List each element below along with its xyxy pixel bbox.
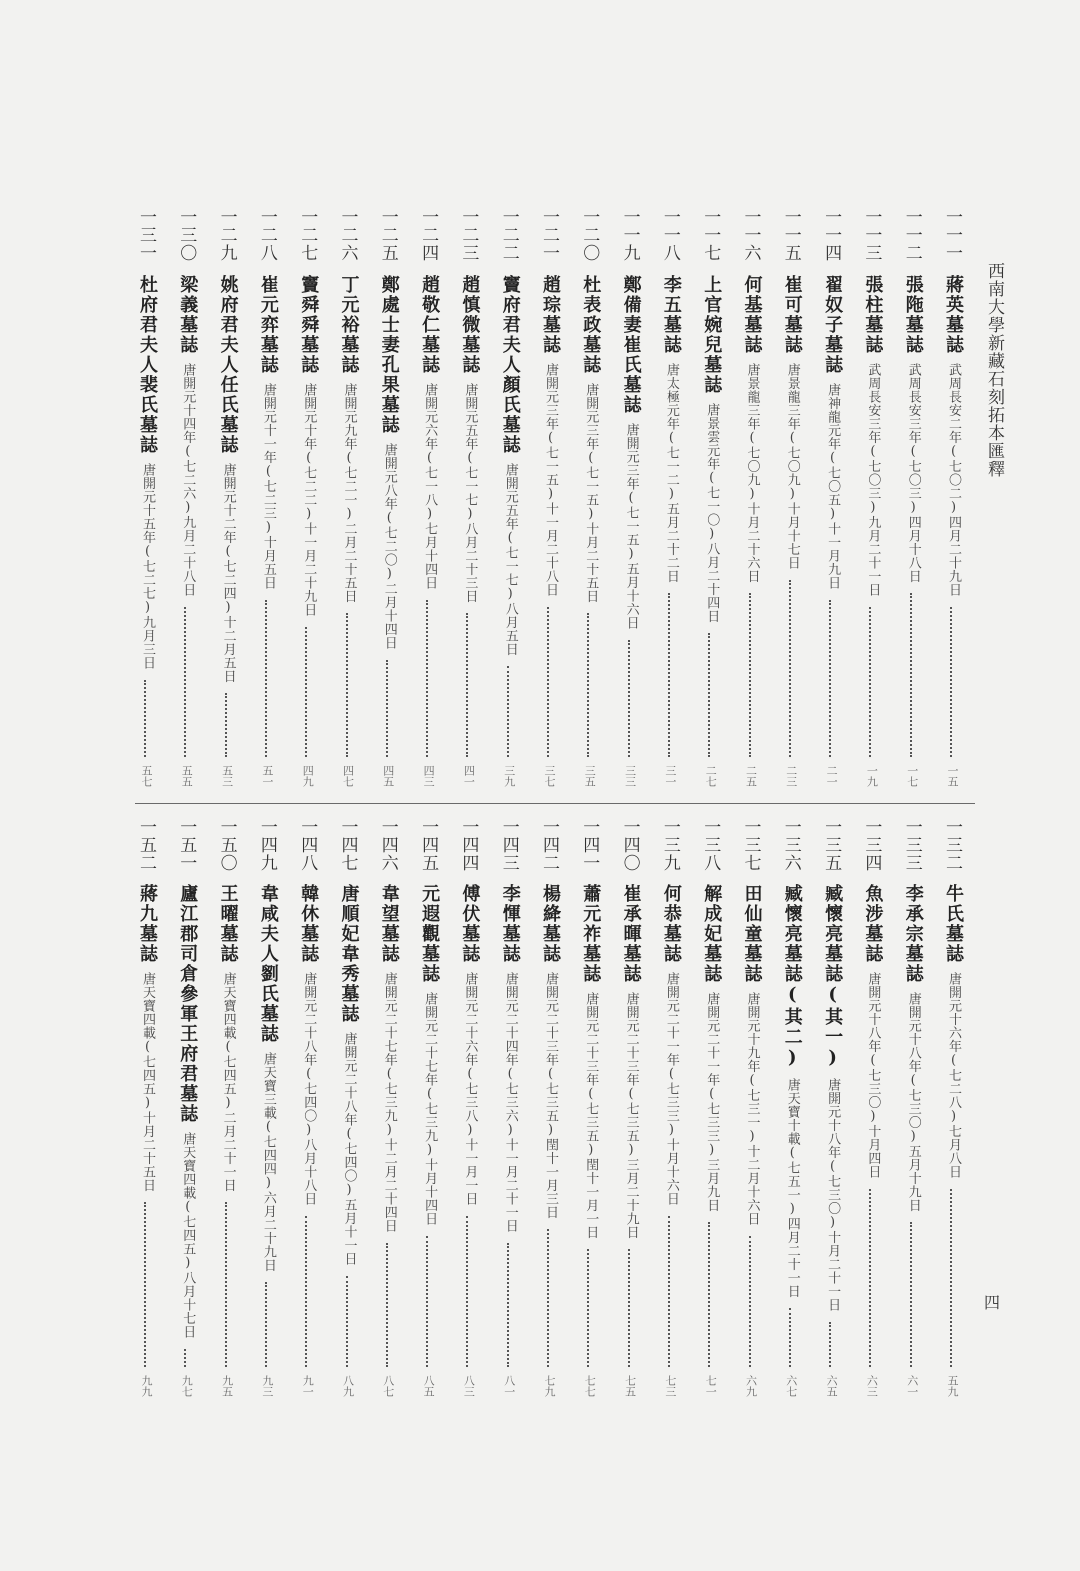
- entry-page: 七三: [663, 1375, 677, 1397]
- entry-date: 唐太極元年(七一二)五月二十二日: [663, 363, 679, 583]
- entry-title: 蔣九墓誌: [137, 884, 158, 964]
- entry-number: 一二五: [377, 208, 398, 262]
- entry-date: 唐神龍元年(七〇五)十一月九日: [825, 383, 841, 590]
- entry-number: 一四六: [377, 818, 398, 872]
- entry-body: [698, 275, 724, 623]
- dot-leader: [346, 1276, 350, 1368]
- entry-title: 臧懷亮墓誌(其一): [822, 884, 844, 1070]
- dot-leader: [466, 613, 470, 757]
- entry-page: 四九: [301, 765, 315, 787]
- entry-number: 一二八: [256, 208, 277, 262]
- entry-date: 唐開元五年(七一七)八月五日: [502, 463, 518, 656]
- entry-page: 二三: [784, 765, 798, 787]
- dot-leader: [144, 680, 148, 758]
- dot-leader: [668, 1216, 672, 1368]
- entry-title: 牛氏墓誌: [943, 884, 964, 964]
- entry-title: 崔承暉墓誌: [620, 884, 642, 984]
- entry-page: 七五: [623, 1375, 637, 1397]
- entry-page: 五三: [220, 765, 234, 787]
- entry-title: 張柱墓誌: [862, 275, 884, 355]
- dot-leader: [426, 1236, 430, 1368]
- entry-date: 唐景龍三年(七〇九)十月二十六日: [744, 363, 760, 583]
- dot-leader: [507, 666, 511, 757]
- entry-title: 何恭墓誌: [660, 884, 682, 964]
- entry-page: 八三: [462, 1375, 476, 1397]
- entry-page: 八七: [381, 1375, 395, 1397]
- entry-date: 唐開元三年(七一五)五月十六日: [623, 423, 639, 630]
- entry-date: 唐開元六年(七一八)七月十四日: [422, 383, 438, 590]
- entry-body: [336, 884, 362, 1266]
- entry-body: [940, 275, 966, 597]
- dot-leader: [708, 633, 712, 757]
- dot-leader: [829, 600, 833, 758]
- entry-body: [537, 884, 563, 1219]
- entry-body: [618, 884, 644, 1239]
- entry-number: 一二〇: [579, 208, 600, 262]
- entry-body: [859, 275, 885, 597]
- dot-leader: [789, 580, 793, 758]
- dot-leader: [829, 1322, 833, 1368]
- entry-date: 唐天寶四載(七四五)八月十七日: [180, 1132, 196, 1339]
- entry-body: [215, 275, 241, 683]
- entry-number: 一二三: [458, 208, 479, 262]
- entry-title: 張陁墓誌: [902, 275, 924, 355]
- entry-body: [336, 275, 362, 603]
- entry-date: 唐開元十六年(七二八)七月八日: [946, 972, 961, 1179]
- entry-date: 唐開元二十六年(七三八)十一月一日: [462, 972, 478, 1206]
- entry-body: [295, 275, 321, 617]
- entry-body: [255, 275, 281, 590]
- entry-page: 八一: [502, 1375, 516, 1397]
- entry-title: 杜府君夫人裴氏墓誌: [137, 275, 158, 455]
- entry-date: 唐開元二十八年(七四〇)五月十一日: [341, 1032, 357, 1266]
- dot-leader: [547, 607, 551, 758]
- entry-title: 魚涉墓誌: [862, 884, 884, 964]
- entry-number: 一三三: [901, 818, 922, 872]
- dot-leader: [547, 1229, 551, 1367]
- dot-leader: [305, 627, 309, 758]
- entry-title: 何基墓誌: [741, 275, 763, 355]
- entry-body: [295, 884, 321, 1206]
- entry-page: 三七: [543, 765, 556, 787]
- entry-page: 五九: [946, 1375, 959, 1397]
- entry-page: 二五: [744, 765, 758, 787]
- entry-page: 二七: [704, 765, 718, 787]
- entry-title: 趙琮墓誌: [540, 275, 561, 355]
- entry-number: 一二九: [216, 208, 237, 262]
- entry-number: 一五二: [136, 818, 156, 872]
- entry-date: 唐開元三年(七一五)十月二十五日: [583, 383, 599, 603]
- entry-number: 一三八: [700, 818, 721, 872]
- entry-body: [739, 275, 765, 583]
- entry-title: 竇舜舜墓誌: [298, 275, 320, 375]
- entry-date: 唐天寶四載(七四五)十月二十五日: [140, 972, 155, 1192]
- entry-number: 一一八: [659, 208, 680, 262]
- entry-title: 鄭處士妻孔果墓誌: [378, 275, 400, 435]
- entry-number: 一二四: [418, 208, 439, 262]
- entry-date: 唐開元二十一年(七三三)十月十六日: [663, 972, 679, 1206]
- entry-page: 三五: [583, 765, 597, 787]
- entry-date: 唐開元九年(七二一)二月二十五日: [341, 383, 357, 603]
- dot-leader: [869, 607, 873, 758]
- entry-number: 一一二: [901, 208, 922, 262]
- dot-leader: [749, 593, 753, 757]
- entry-body: [779, 275, 805, 570]
- entry-date: 唐天寶三載(七四四)六月二十九日: [260, 1052, 276, 1272]
- entry-page: 九九: [140, 1375, 153, 1397]
- entry-body: [819, 884, 845, 1312]
- entry-number: 一三一: [136, 208, 156, 262]
- entry-page: 四五: [381, 765, 395, 787]
- entry-title: 趙慎微墓誌: [459, 275, 481, 375]
- entry-title: 廬江郡司倉參軍王府君墓誌: [177, 884, 199, 1124]
- entry-body: [537, 275, 563, 597]
- entry-body: [497, 275, 523, 656]
- entry-page: 六九: [744, 1375, 758, 1397]
- entry-body: [900, 275, 926, 583]
- entry-number: 一四一: [579, 818, 600, 872]
- entry-body: [134, 884, 160, 1192]
- entry-number: 一四四: [458, 818, 479, 872]
- entry-date: 唐景龍三年(七〇九)十月十七日: [784, 363, 800, 570]
- dot-leader: [749, 1236, 753, 1368]
- entry-page: 五五: [180, 765, 194, 787]
- entry-date: 唐天寶十載(七五一)四月二十一日: [784, 1078, 800, 1298]
- entry-title: 韓休墓誌: [298, 884, 320, 964]
- entry-date: 唐開元二十七年(七三九)十月十四日: [422, 992, 438, 1226]
- entry-number: 一三七: [740, 818, 761, 872]
- entry-body: [376, 884, 402, 1233]
- dot-leader: [225, 693, 229, 757]
- entry-date: 唐開元二十三年(七三五)閏十一月三日: [543, 972, 558, 1219]
- entry-title: 竇府君夫人顏氏墓誌: [499, 275, 521, 455]
- entry-title: 李惲墓誌: [499, 884, 521, 964]
- dot-leader: [789, 1308, 793, 1367]
- entry-title: 趙敬仁墓誌: [419, 275, 441, 375]
- entry-title: 唐順妃韋秀墓誌: [338, 884, 360, 1024]
- entry-title: 李五墓誌: [660, 275, 682, 355]
- entry-body: [416, 275, 442, 590]
- dot-leader: [144, 1202, 148, 1367]
- entry-date: 武周長安二年(七〇二)四月二十九日: [946, 363, 961, 597]
- entry-title: 翟奴子墓誌: [822, 275, 844, 375]
- entry-page: 六五: [825, 1375, 839, 1397]
- entry-date: 唐開元二十四年(七三六)十一月二十一日: [502, 972, 518, 1233]
- entry-title: 韋咸夫人劉氏墓誌: [257, 884, 279, 1044]
- entry-body: [376, 275, 402, 650]
- entry-body: [456, 884, 482, 1206]
- entry-number: 一五〇: [216, 818, 237, 872]
- entry-title: 崔可墓誌: [781, 275, 803, 355]
- entry-page: 四一: [462, 765, 476, 787]
- entry-body: [819, 275, 845, 590]
- dot-leader: [869, 1189, 873, 1368]
- dot-leader: [628, 640, 632, 758]
- entry-page: 九三: [260, 1375, 274, 1397]
- entry-page: 九一: [301, 1375, 315, 1397]
- dot-leader: [426, 600, 430, 758]
- entry-date: 唐開元八年(七二〇)二月十四日: [381, 443, 397, 650]
- entry-body: [255, 884, 281, 1272]
- entry-date: 唐景雲元年(七一〇)八月二十四日: [704, 403, 720, 623]
- entry-page: 三九: [502, 765, 516, 787]
- entry-number: 一一五: [780, 208, 801, 262]
- entry-body: [900, 884, 926, 1212]
- dot-leader: [668, 593, 672, 757]
- entry-page: 二一: [825, 765, 839, 787]
- entry-title: 韋望墓誌: [378, 884, 400, 964]
- entry-title: 李承宗墓誌: [902, 884, 924, 984]
- entry-title: 梁義墓誌: [177, 275, 199, 355]
- entry-date: 唐開元五年(七一七)八月二十三日: [462, 383, 478, 603]
- entry-page: 七九: [543, 1375, 556, 1397]
- entry-body: [456, 275, 482, 603]
- entry-body: [577, 884, 603, 1239]
- dot-leader: [346, 613, 350, 757]
- entry-body: [698, 884, 724, 1212]
- entry-title: 崔元弈墓誌: [257, 275, 279, 375]
- book-title: 西南大學新藏石刻拓本匯釋: [984, 262, 1004, 478]
- entry-date: 唐開元十九年(七三一)十二月十六日: [744, 992, 760, 1226]
- entry-page: 七一: [704, 1375, 718, 1397]
- entry-page: 九七: [180, 1375, 194, 1397]
- entry-page: 六一: [905, 1375, 919, 1397]
- entry-number: 一二一: [539, 208, 559, 262]
- entry-number: 一三二: [942, 818, 962, 872]
- entry-page: 三三: [623, 765, 637, 787]
- entry-page: 一七: [905, 765, 919, 787]
- entry-number: 一一七: [700, 208, 721, 262]
- entry-number: 一四三: [498, 818, 519, 872]
- entry-number: 一四八: [297, 818, 318, 872]
- entry-body: [779, 884, 805, 1298]
- dot-leader: [507, 1243, 511, 1368]
- entry-date: 唐開元二十八年(七四〇)八月十八日: [301, 972, 317, 1206]
- entry-page: 六三: [865, 1375, 879, 1397]
- entry-body: [859, 884, 885, 1179]
- entry-title: 楊絳墓誌: [540, 884, 561, 964]
- entry-date: 唐開元十五年(七二七)九月三日: [140, 463, 155, 670]
- entry-date: 唐開元二十三年(七三五)三月二十九日: [623, 992, 639, 1239]
- entry-number: 一五一: [176, 818, 197, 872]
- entry-date: 武周長安三年(七〇三)九月二十一日: [865, 363, 881, 597]
- entry-body: [577, 275, 603, 603]
- entry-page: 一九: [865, 765, 879, 787]
- entry-body: [658, 275, 684, 583]
- entry-body: [618, 275, 644, 630]
- entry-number: 一三九: [659, 818, 680, 872]
- entry-body: [215, 884, 241, 1192]
- dot-leader: [950, 1189, 954, 1368]
- entry-body: [416, 884, 442, 1226]
- entry-number: 一一一: [942, 208, 962, 262]
- entry-number: 一三六: [780, 818, 801, 872]
- entry-number: 一一四: [821, 208, 842, 262]
- dot-leader: [265, 600, 269, 758]
- dot-leader: [265, 1282, 269, 1367]
- entry-page: 八五: [422, 1375, 436, 1397]
- entry-number: 一二二: [498, 208, 519, 262]
- entry-title: 上官婉兒墓誌: [701, 275, 723, 395]
- dot-leader: [708, 1222, 712, 1367]
- entry-body: [174, 275, 200, 597]
- entry-number: 一一六: [740, 208, 761, 262]
- entry-page: 三一: [663, 765, 677, 787]
- entry-date: 唐開元十一年(七二三)十月五日: [260, 383, 276, 590]
- entry-title: 蔣英墓誌: [943, 275, 964, 355]
- dot-leader: [587, 1249, 591, 1367]
- dot-leader: [910, 1222, 914, 1367]
- entry-number: 一一九: [619, 208, 640, 262]
- entry-number: 一四七: [337, 818, 358, 872]
- dot-leader: [386, 660, 390, 758]
- entry-title: 傅伏墓誌: [459, 884, 481, 964]
- entry-date: 唐天寶四載(七四五)二月二十一日: [220, 972, 236, 1192]
- entry-body: [658, 884, 684, 1206]
- entry-page: 五七: [140, 765, 153, 787]
- entry-body: [174, 884, 200, 1339]
- entry-number: 一三四: [861, 818, 882, 872]
- entry-number: 一三五: [821, 818, 842, 872]
- entry-date: 唐開元十四年(七二六)九月二十八日: [180, 363, 196, 597]
- entry-number: 一四五: [418, 818, 439, 872]
- entry-title: 元遐觀墓誌: [419, 884, 441, 984]
- entry-page: 七七: [583, 1375, 597, 1397]
- entry-title: 丁元裕墓誌: [338, 275, 360, 375]
- entry-date: 武周長安三年(七〇三)四月十八日: [905, 363, 921, 583]
- entry-date: 唐開元十二年(七二四)十二月五日: [220, 463, 236, 683]
- entry-title: 田仙童墓誌: [741, 884, 763, 984]
- entry-date: 唐開元三年(七一五)十一月二十八日: [543, 363, 558, 597]
- entry-date: 唐開元二十三年(七三五)閏十一月一日: [583, 992, 599, 1239]
- entry-body: [134, 275, 160, 670]
- entry-title: 姚府君夫人任氏墓誌: [217, 275, 239, 455]
- entry-title: 王曜墓誌: [217, 884, 239, 964]
- entry-page: 六七: [784, 1375, 798, 1397]
- entry-title: 鄭備妻崔氏墓誌: [620, 275, 642, 415]
- dot-leader: [587, 613, 591, 757]
- entry-date: 唐開元十年(七二二)十一月二十九日: [301, 383, 317, 617]
- entry-title: 臧懷亮墓誌(其二): [781, 884, 803, 1070]
- entry-body: [739, 884, 765, 1226]
- entry-title: 蕭元祚墓誌: [580, 884, 602, 984]
- entry-number: 一四九: [256, 818, 277, 872]
- entry-number: 一四二: [539, 818, 559, 872]
- entry-number: 一二七: [297, 208, 318, 262]
- entry-page: 八九: [341, 1375, 355, 1397]
- entry-number: 一四〇: [619, 818, 640, 872]
- dot-leader: [628, 1249, 632, 1367]
- entry-body: [940, 884, 966, 1179]
- dot-leader: [184, 607, 188, 758]
- entry-title: 杜表政墓誌: [580, 275, 602, 375]
- dot-leader: [305, 1216, 309, 1368]
- entry-page: 四七: [341, 765, 355, 787]
- entry-page: 九五: [220, 1375, 234, 1397]
- entry-date: 唐開元十八年(七三〇)十月四日: [865, 972, 881, 1179]
- dot-leader: [386, 1243, 390, 1368]
- entry-page: 五一: [260, 765, 274, 787]
- page-number: 四: [984, 1293, 1001, 1312]
- dot-leader: [466, 1216, 470, 1368]
- entry-number: 一三〇: [176, 208, 197, 262]
- dot-leader: [950, 607, 954, 758]
- dot-leader: [225, 1202, 229, 1367]
- entry-date: 唐開元十八年(七三〇)十月二十一日: [825, 1078, 841, 1312]
- entry-page: 四三: [422, 765, 436, 787]
- dot-leader: [184, 1349, 188, 1368]
- entry-title: 解成妃墓誌: [701, 884, 723, 984]
- entry-number: 一二六: [337, 208, 358, 262]
- entry-body: [497, 884, 523, 1233]
- entry-number: 一一三: [861, 208, 882, 262]
- section-divider: [135, 803, 975, 804]
- dot-leader: [910, 593, 914, 757]
- entry-date: 唐開元十八年(七三〇)五月十九日: [905, 992, 921, 1212]
- entry-date: 唐開元二十一年(七三三)三月九日: [704, 992, 720, 1212]
- entry-date: 唐開元二十七年(七三九)十二月二十四日: [381, 972, 397, 1233]
- entry-page: 一五: [946, 765, 959, 787]
